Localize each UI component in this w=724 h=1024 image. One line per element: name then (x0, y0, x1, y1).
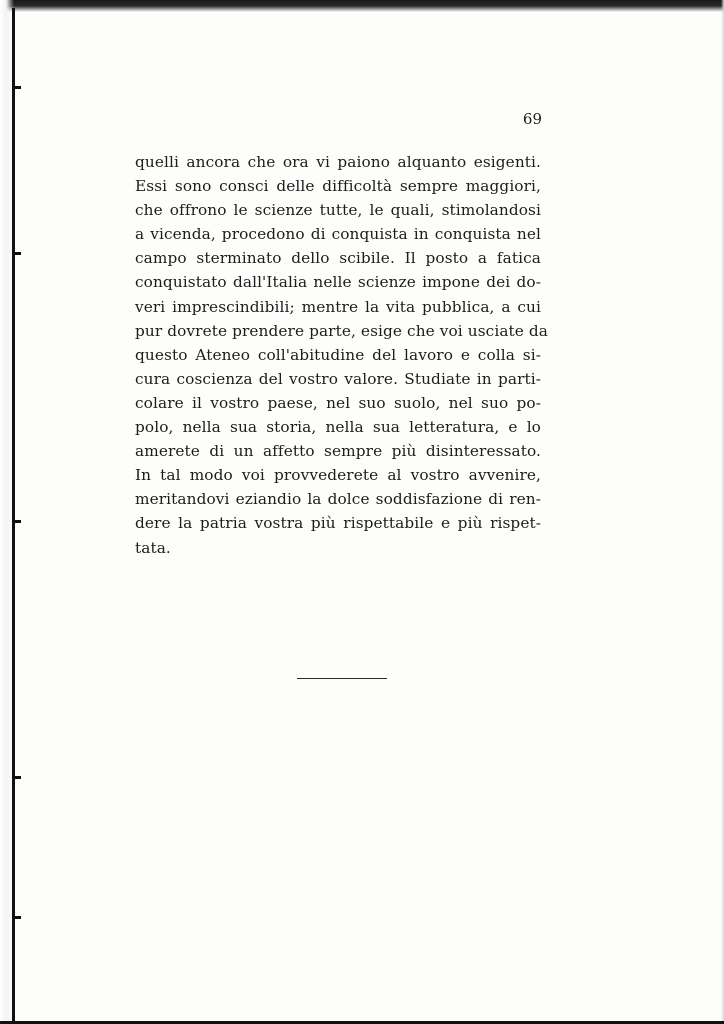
body-text (135, 150, 549, 560)
binding-tick (14, 520, 21, 523)
text-line: colare il vostro paese, nel suo suolo, nel suo po- (135, 393, 541, 412)
text-line: cura coscienza del vostro valore. Studiate in parti- (135, 369, 541, 388)
text-line: Essi sono consci delle difficoltà sempre maggiori, (135, 177, 541, 196)
text-line: pur dovrete prendere parte, esige che voi usciate da (135, 321, 549, 340)
text-line: a vicenda, procedono di conquista in conquista nel (135, 225, 541, 244)
binding-tick (14, 252, 21, 255)
text-line: conquistato dall'Italia nelle scienze impone dei do- (135, 273, 541, 292)
text-line: In tal modo voi provvederete al vostro avvenire, (135, 466, 541, 485)
text-line: tata. (135, 538, 171, 557)
text-line: questo Ateneo coll'abitudine del lavoro e colla si- (135, 345, 541, 364)
text-line: veri imprescindibili; mentre la vita pubblica, a cui (135, 297, 541, 316)
text-line: che offrono le scienze tutte, le quali, stimolandosi (135, 201, 541, 220)
section-divider (297, 678, 387, 679)
text-line: polo, nella sua storia, nella sua letteratura, e lo (135, 418, 541, 437)
text-line: amerete di un affetto sempre più disinteressato. (135, 442, 541, 461)
scan-top-edge (0, 0, 724, 12)
text-line: campo sterminato dello scibile. Il posto a fatica (135, 249, 541, 268)
binding-line (12, 8, 15, 1024)
binding-tick (14, 86, 21, 89)
text-line: meritandovi eziandio la dolce soddisfazione di ren- (135, 490, 541, 509)
text-line: quelli ancora che ora vi paiono alquanto esigenti. (135, 153, 541, 171)
text-line: dere la patria vostra più rispettabile e più rispet- (135, 514, 541, 533)
binding-tick (14, 776, 21, 779)
page-number: 69 (522, 110, 542, 128)
binding-tick (14, 916, 21, 919)
